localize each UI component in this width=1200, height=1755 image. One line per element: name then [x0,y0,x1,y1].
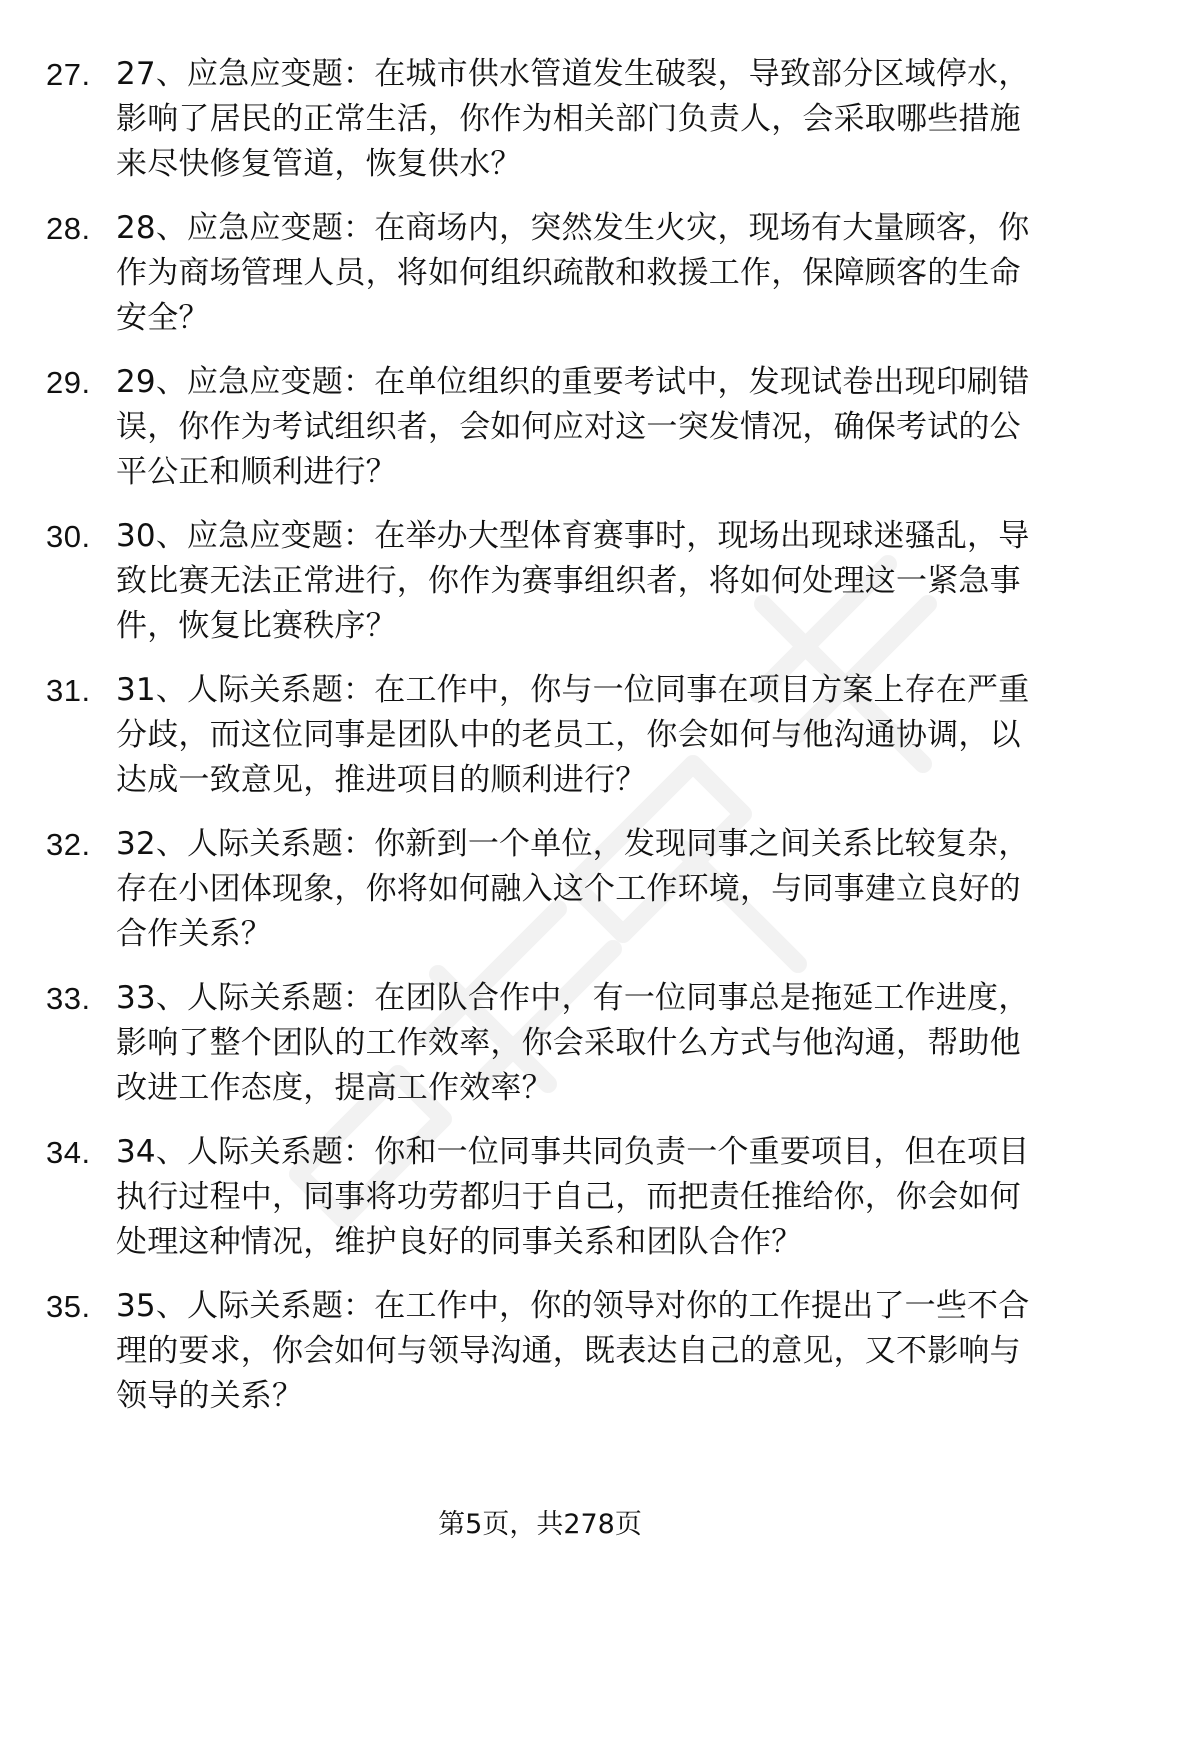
question-text: 34、人际关系题：你和一位同事共同负责一个重要项目，但在项目执行过程中，同事将功劳都归于自己，而把责任推给你，你会如何处理这种情况，维护良好的同事关系和团队合作？ [116,1134,1030,1260]
list-item [0,822,1080,954]
question-number: 32. [46,827,91,862]
page-footer: 第5页，共278页 [438,1509,642,1540]
list-item [0,514,1080,646]
question-number: 33. [46,981,91,1016]
question-number: 31. [46,673,91,708]
question-number: 30. [46,519,91,554]
list-item [0,1284,1080,1416]
question-number: 27. [46,57,91,92]
question-number: 29. [46,365,91,400]
list-item [0,206,1080,338]
question-text: 32、人际关系题：你新到一个单位，发现同事之间关系比较复杂，存在小团体现象，你将如何融入这个工作环境，与同事建立良好的合作关系？ [116,826,1030,952]
question-text: 28、应急应变题：在商场内，突然发生火灾，现场有大量顾客，你作为商场管理人员，将如何组织疏散和救援工作，保障顾客的生命安全？ [116,210,1030,336]
question-text: 27、应急应变题：在城市供水管道发生破裂，导致部分区域停水，影响了居民的正常生活，你作为相关部门负责人，会采取哪些措施来尽快修复管道，恢复供水？ [116,56,1030,182]
question-text: 31、人际关系题：在工作中，你与一位同事在项目方案上存在严重分歧，而这位同事是团队中的老员工，你会如何与他沟通协调，以达成一致意见，推进项目的顺利进行？ [116,672,1030,798]
question-text: 29、应急应变题：在单位组织的重要考试中，发现试卷出现印刷错误，你作为考试组织者，会如何应对这一突发情况，确保考试的公平公正和顺利进行？ [116,364,1030,490]
question-number: 35. [46,1289,91,1324]
question-text: 33、人际关系题：在团队合作中，有一位同事总是拖延工作进度，影响了整个团队的工作效率，你会采取什么方式与他沟通，帮助他改进工作态度，提高工作效率？ [116,980,1030,1106]
question-number: 34. [46,1135,91,1170]
question-text: 35、人际关系题：在工作中，你的领导对你的工作提出了一些不合理的要求，你会如何与领导沟通，既表达自己的意见，又不影响与领导的关系？ [116,1288,1030,1414]
question-list [0,52,1080,1438]
list-item [0,360,1080,492]
list-item [0,52,1080,184]
list-item [0,668,1080,800]
question-text: 30、应急应变题：在举办大型体育赛事时，现场出现球迷骚乱，导致比赛无法正常进行，你作为赛事组织者，将如何处理这一紧急事件，恢复比赛秩序？ [116,518,1030,644]
list-item [0,1130,1080,1262]
list-item [0,976,1080,1108]
question-number: 28. [46,211,91,246]
